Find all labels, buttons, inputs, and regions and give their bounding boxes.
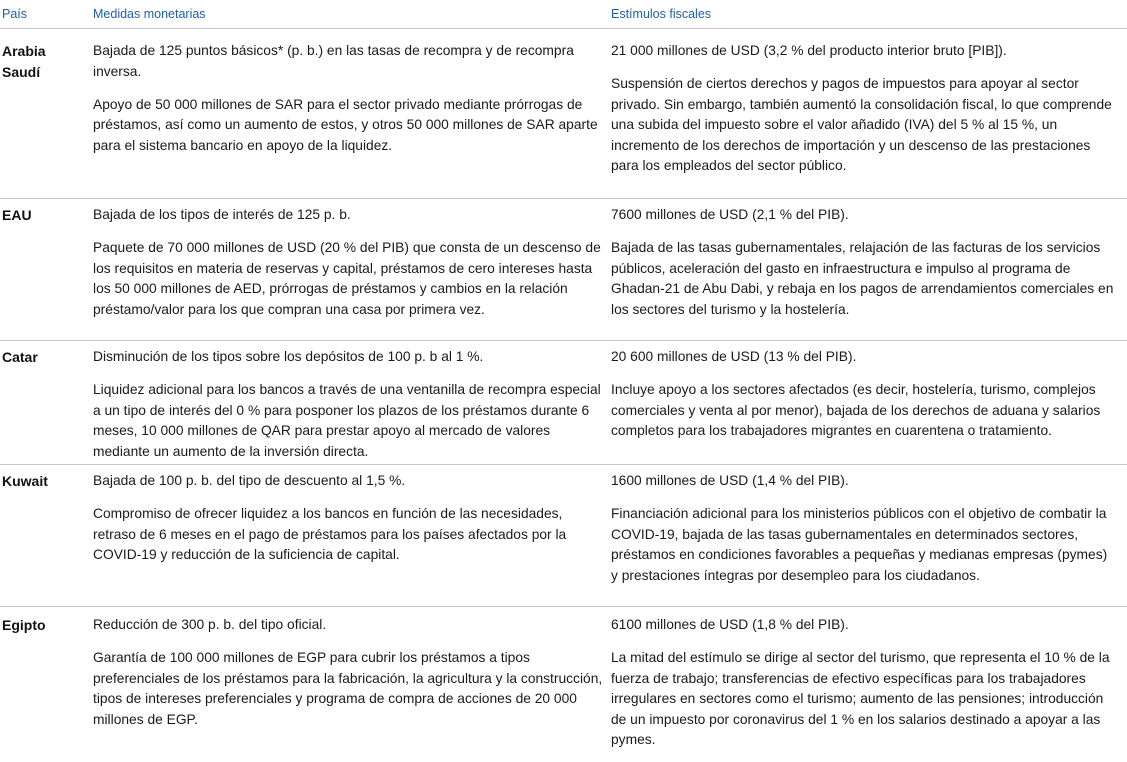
header-country: País <box>2 7 28 21</box>
country-name: EAU <box>2 207 32 223</box>
monetary-measures-cell <box>93 205 603 320</box>
monetary-measure-text: Bajada de 125 puntos básicos* (p. b.) en las tasas de recompra y de recompra inversa. <box>93 43 574 79</box>
fiscal-stimulus-cell <box>611 347 1116 442</box>
monetary-measures-cell <box>93 471 603 566</box>
table-row <box>0 199 1127 341</box>
monetary-measure-text: Paquete de 70 000 millones de USD (20 % del PIB) que consta de un descenso de los requisitos en materia de reservas y capital, préstamos de cero intereses hasta los 50 000 millones de AED, prórrogas de préstamos y cambios en la relación préstamo/valor para los que compran una casa por primera vez. <box>93 239 601 317</box>
fiscal-stimulus-text: Bajada de las tasas gubernamentales, relajación de las facturas de los servicios públicos, aceleración del gasto en infraestructura e impulso al programa de Ghadan-21 de Abu Dabi, y rebaja en los pagos de arrendamientos comerciales en los sectores del turismo y la hostelería. <box>611 239 1114 317</box>
monetary-measure-text: Bajada de los tipos de interés de 125 p. b. <box>93 207 351 222</box>
monetary-measure-text: Disminución de los tipos sobre los depósitos de 100 p. b al 1 %. <box>93 349 484 364</box>
header-monetary-measures: Medidas monetarias <box>93 7 206 21</box>
fiscal-stimulus-text: 20 600 millones de USD (13 % del PIB). <box>611 349 857 364</box>
fiscal-stimulus-text: 1600 millones de USD (1,4 % del PIB). <box>611 473 849 488</box>
fiscal-stimulus-cell <box>611 41 1116 177</box>
table-row <box>0 341 1127 465</box>
header-fiscal-stimulus: Estímulos fiscales <box>611 7 712 21</box>
table-row <box>0 29 1127 199</box>
monetary-measure-text: Reducción de 300 p. b. del tipo oficial. <box>93 617 327 632</box>
country-name: Catar <box>2 349 38 365</box>
table-header <box>0 0 1127 29</box>
fiscal-stimulus-text: Suspensión de ciertos derechos y pagos de impuestos para apoyar al sector privado. Sin embargo, también aumentó la consolidación fiscal, lo que comprende una subida del impuesto sobre el valor añadido (IVA) del 5 % al 15 %, un incremento de los derechos de importación y un descenso de las prestaciones para los empleados del sector público. <box>611 75 1112 174</box>
monetary-measure-text: Bajada de 100 p. b. del tipo de descuento al 1,5 %. <box>93 473 406 488</box>
fiscal-stimulus-text: 7600 millones de USD (2,1 % del PIB). <box>611 207 849 222</box>
country-name: Kuwait <box>2 473 48 489</box>
fiscal-stimulus-cell <box>611 615 1116 751</box>
country-name: Egipto <box>2 617 46 633</box>
monetary-measure-text: Garantía de 100 000 millones de EGP para cubrir los préstamos a tipos preferenciales de los préstamos para la fabricación, la agricultura y la construcción, tipos de intereses preferenciales y programa de compra de acciones de 20 000 millones de EGP. <box>93 649 603 727</box>
country-name: Arabia Saudí <box>2 43 46 80</box>
fiscal-stimulus-cell <box>611 205 1116 320</box>
fiscal-stimulus-text: 21 000 millones de USD (3,2 % del producto interior bruto [PIB]). <box>611 43 1007 58</box>
fiscal-stimulus-cell <box>611 471 1116 586</box>
fiscal-stimulus-text: La mitad del estímulo se dirige al sector del turismo, que representa el 10 % de la fuerza de trabajo; transferencias de efectivo específicas para los trabajadores irregulares en sectores como el turismo; aumento de las pensiones; introducción de un impuesto por coronavirus del 1 % en los salarios destinado a apoyar a las pymes. <box>611 649 1110 748</box>
fiscal-stimulus-text: 6100 millones de USD (1,8 % del PIB). <box>611 617 849 632</box>
fiscal-stimulus-text: Financiación adicional para los ministerios públicos con el objetivo de combatir la COVID-19, bajada de las tasas gubernamentales en determinados sectores, préstamos en condiciones favorables a pequeñas y medianas empresas (pymes) y prestaciones íntegras por desempleo para los ciudadanos. <box>611 505 1108 583</box>
monetary-measures-cell <box>93 41 603 156</box>
table-row <box>0 607 1127 762</box>
fiscal-stimulus-text: Incluye apoyo a los sectores afectados (es decir, hostelería, turismo, complejos comerciales y venta al por menor), bajada de los derechos de aduana y salarios completos para los trabajadores migrantes en cuarentena o tratamiento. <box>611 381 1101 439</box>
monetary-measures-cell <box>93 347 603 462</box>
table-row <box>0 465 1127 607</box>
monetary-measure-text: Apoyo de 50 000 millones de SAR para el sector privado mediante prórrogas de préstamos, así como un aumento de estos, y otros 50 000 millones de SAR aparte para el sistema bancario en apoyo de la liquidez. <box>93 96 598 153</box>
monetary-measure-text: Liquidez adicional para los bancos a través de una ventanilla de recompra especial a un tipo de interés del 0 % para posponer los plazos de los préstamos durante 6 meses, 10 000 millones de QAR para prestar apoyo al mercado de valores mediante un aumento de la inversión directa. <box>93 381 601 459</box>
monetary-measures-cell <box>93 615 603 730</box>
monetary-measure-text: Compromiso de ofrecer liquidez a los bancos en función de las necesidades, retraso de 6 meses en el pago de préstamos para los países afectados por la COVID-19 y reducción de la suficiencia de capital. <box>93 505 567 563</box>
